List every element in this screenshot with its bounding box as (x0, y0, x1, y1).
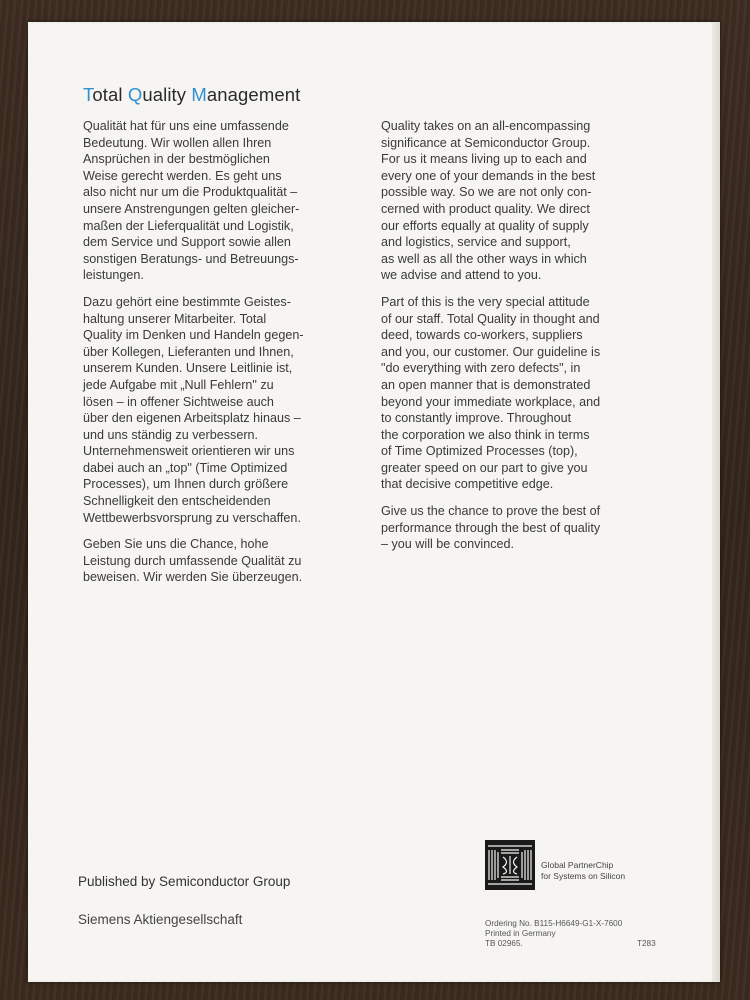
cover-edge (712, 22, 720, 982)
title-initial-m: M (191, 84, 207, 105)
print-code: T283 (637, 939, 656, 948)
german-paragraph-1: Qualität hat für uns eine umfassende Bedeutung. Wir wollen allen Ihren Ansprüchen in der bestmöglichen Weise gerecht werden. Es geht uns also nicht nur um die Produktqualität – unsere Anstrengungen gelten gleicher- maßen der Lieferqualität und Logistik, dem Service und Support sowie allen sonstigen Beratungs- und Betreuungs- leistungen. (83, 119, 300, 283)
title-word-anagement: anagement (206, 84, 301, 105)
english-paragraph-1: Quality takes on an all-encompassing significance at Semiconductor Group. For us it means living up to each and every one of your demands in the best possible way. So we are not only con- cerned with product quality. We direct our efforts equally at quality of supply and logistics, service and support, as well as all the other ways in which we advise and attend to you. (381, 119, 596, 283)
logo-caption (541, 860, 625, 882)
global-partnerchip-logo-icon (485, 840, 535, 890)
german-paragraph-2: Dazu gehört eine bestimmte Geistes- haltung unserer Mitarbeiter. Total Quality im Denken und Handeln gegen- über Kollegen, Lieferanten und Ihnen, unserem Kunden. Unsere Leitlinie ist, jede Aufgabe mit „Null Fehlern" zu lösen – in offener Sichtweise auch über den eigenen Arbeitsplatz hinaus – und uns ständig zu verbessern. Unternehmensweit orientieren wir uns dabei auch an „top" (Time Optimized Processes), um Ihnen durch größere Schnelligkeit den entscheidenden Wettbewerbsvorsprung zu verschaffen. (83, 294, 304, 525)
english-text-column (381, 118, 666, 563)
english-paragraph-2: Part of this is the very special attitude of our staff. Total Quality in thought and deed, towards co-workers, suppliers and you, our customer. Our guideline is "do everything with zero defects", in an open manner that is demonstrated beyond your immediate workplace, and to constantly improve. Throughout the corporation we also think in terms of Time Optimized Processes (top), greater speed on our part to give you that decisive competitive edge. (381, 294, 601, 492)
ordering-info (485, 919, 622, 950)
title-initial-t: T (83, 84, 93, 105)
publisher-line: Published by Semiconductor Group (78, 874, 291, 889)
logo-caption-line-2: for Systems on Silicon (541, 871, 626, 881)
ordering-number: Ordering No. B115-H6649-G1-X-7600 (485, 919, 623, 928)
english-paragraph-3: Give us the chance to prove the best of performance through the best of quality – you will be convinced. (381, 504, 601, 552)
page-title (83, 84, 300, 106)
title-word-uality: uality (142, 84, 192, 105)
title-word-otal: otal (92, 84, 128, 105)
logo-caption-line-1: Global PartnerChip (541, 860, 614, 870)
german-text-column (83, 118, 368, 596)
tb-number: TB 02965. (485, 939, 523, 949)
book-back-cover (28, 22, 720, 982)
printed-in: Printed in Germany (485, 929, 556, 939)
company-name: Siemens Aktiengesellschaft (78, 912, 243, 927)
german-paragraph-3: Geben Sie uns die Chance, hohe Leistung durch umfassende Qualität zu beweisen. Wir werden Sie überzeugen. (83, 537, 303, 585)
title-initial-q: Q (127, 84, 143, 105)
